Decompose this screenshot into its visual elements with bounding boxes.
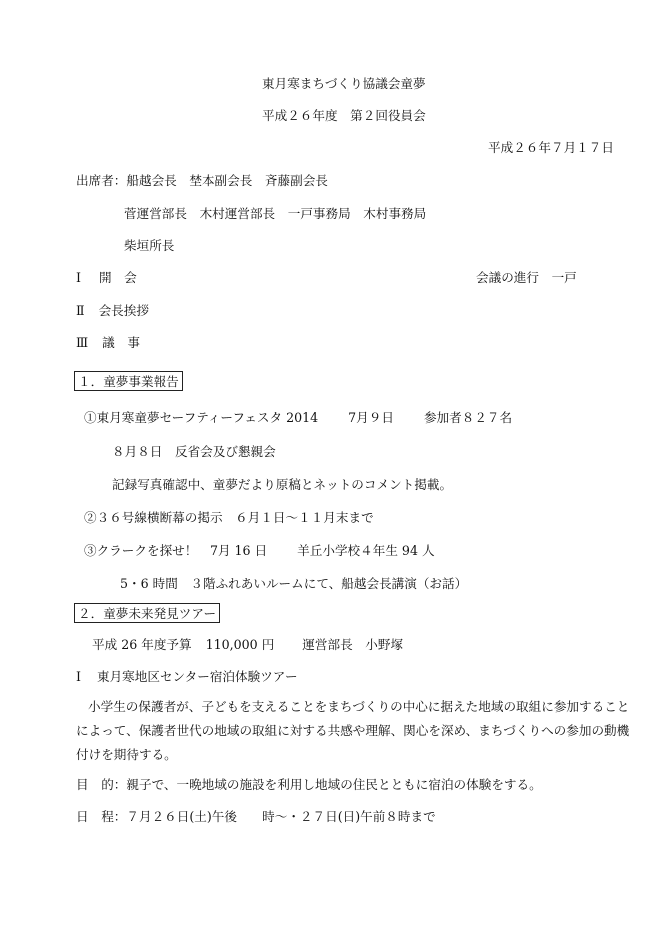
agenda-num-1: Ⅰ [76, 270, 81, 285]
report-item-1-followup: ８月８日 反省会及び懇親会 [112, 444, 276, 459]
budget-line [92, 637, 403, 653]
report-item-3 [84, 543, 435, 559]
attendees-line-3: 柴垣所長 [124, 238, 175, 253]
budget-amount: 110,000 円 [205, 637, 275, 652]
purpose-line: 目 的：親子で、一晩地域の施設を利用し地域の住民とともに宿泊の体験をする。 [76, 777, 542, 792]
subsection-label: 東月寒地区センター宿泊体験ツアー [96, 669, 298, 684]
report-item-1-note: 記録写真確認中、童夢だより原稿とネットのコメント掲載。 [112, 477, 453, 492]
report-item-3-detail: 5・6 時間 ３階ふれあいルームにて、船越会長講演（お話） [120, 576, 468, 591]
meeting-title: 平成２６年度 第２回役員会 [262, 108, 426, 123]
agenda-item-proceedings [76, 335, 140, 351]
attendees-names-1: 船越会長 埜本副会長 斉藤副会長 [126, 173, 328, 188]
report-item-1-title: ①東月寒童夢セーフティーフェスタ 2014 [84, 410, 319, 425]
agenda-label-1: 開 会 [98, 270, 137, 285]
org-title: 東月寒まちづくり協議会童夢 [262, 76, 426, 91]
paragraph-line-1: 小学生の保護者が、子どもを支えることをまちづくりの中心に据えた地域の取組に参加すること [88, 699, 630, 714]
paragraph-line-3: 付けを期待する。 [76, 747, 177, 762]
attendees-label: 出席者： [76, 173, 127, 188]
section1-heading: １．童夢事業報告 [74, 371, 183, 391]
schedule-line: 日 程：７月２６日(土)午後 時～・２７日(日)午前８時まで [76, 809, 436, 824]
paragraph-line-2: によって、保護者世代の地域の取組に対する共感や理解、関心を深め、まちづくりへの参加の動機 [76, 723, 630, 738]
agenda-item-greeting [76, 303, 149, 319]
agenda-label-2: 会長挨拶 [98, 303, 149, 318]
section2-heading: ２．童夢未来発見ツアー [74, 603, 220, 623]
report-item-3-title: ③クラークを探せ！ 7月 16 日 [84, 543, 268, 558]
subsection-title [76, 669, 298, 685]
agenda-num-2: Ⅱ [76, 303, 85, 318]
agenda-label-3: 議 事 [102, 335, 140, 350]
report-item-2: ②３６号線横断幕の掲示 ６月１日～１１月末まで [84, 510, 374, 525]
agenda-item-opening [76, 270, 137, 286]
subsection-num: Ⅰ [76, 669, 81, 684]
agenda-num-3: Ⅲ [76, 335, 89, 350]
facilitator: 会議の進行 一戸 [476, 270, 577, 285]
report-item-1-participants: 参加者８２７名 [423, 410, 513, 425]
report-item-3-school: 羊丘小学校４年生 94 人 [297, 543, 435, 558]
attendees-line-1 [76, 173, 328, 189]
budget-lead: 運営部長 小野塚 [302, 637, 404, 652]
meeting-date: 平成２６年７月１７日 [488, 140, 614, 155]
report-item-1-date: 7月９日 [348, 410, 394, 425]
attendees-line-2: 菅運営部長 木村運営部長 一戸事務局 木村事務局 [124, 206, 427, 221]
report-item-1 [84, 410, 512, 426]
budget-label: 平成 26 年度予算 [92, 637, 192, 652]
